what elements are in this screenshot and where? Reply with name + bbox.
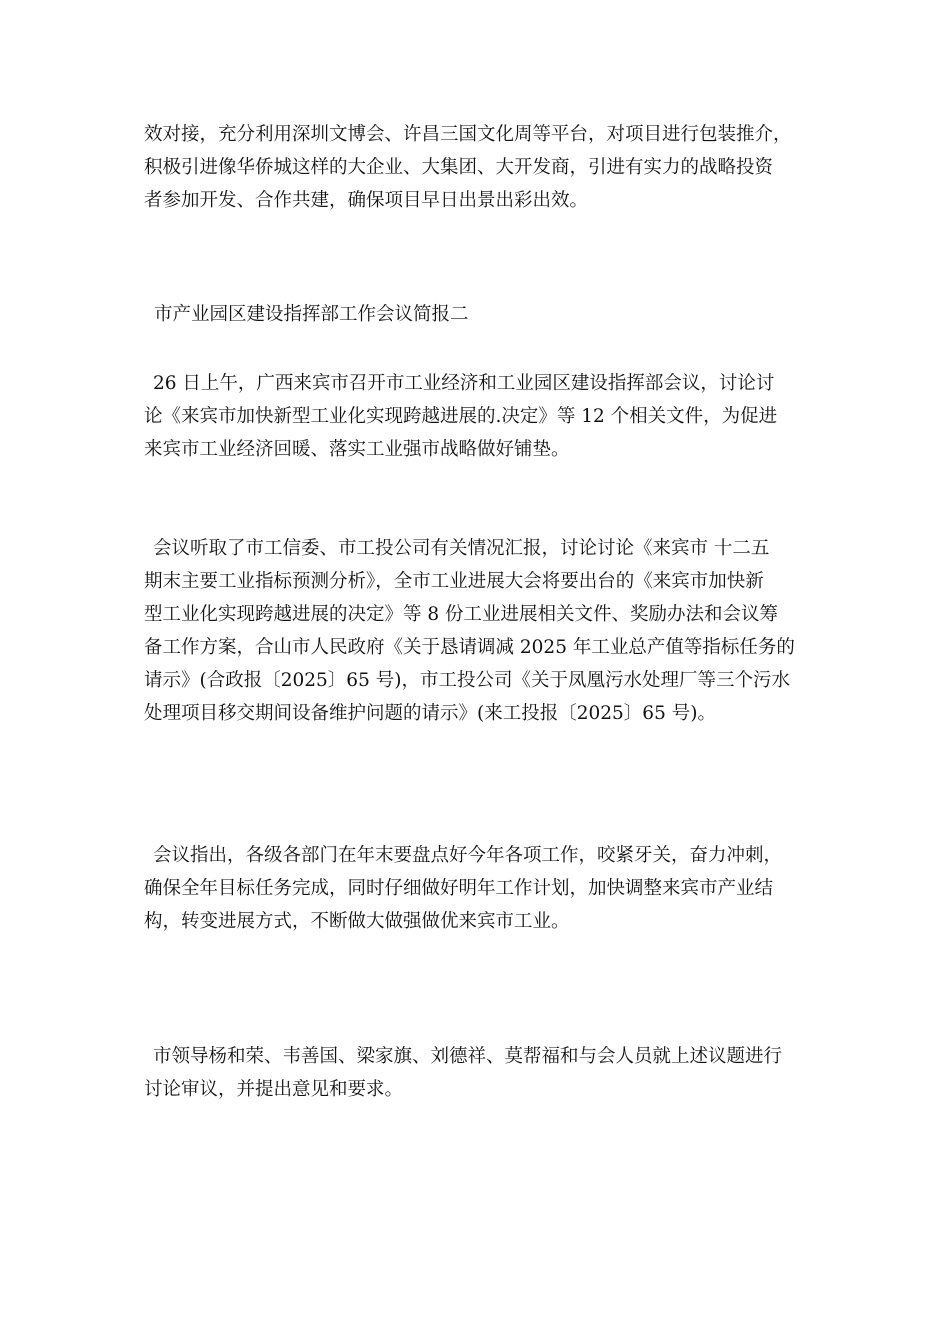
paragraph-line: 26 日上午，广西来宾市召开市工业经济和工业园区建设指挥部会议，讨论讨 <box>153 373 775 394</box>
paragraph-4 <box>144 1040 814 1106</box>
section-title: 市产业园区建设指挥部工作会议简报二 <box>154 304 469 325</box>
paragraph-line: 确保全年目标任务完成，同时仔细做好明年工作计划，加快调整来宾市产业结 <box>144 878 774 899</box>
paragraph-line: 讨论审议，并提出意见和要求。 <box>144 1079 404 1100</box>
paragraph-line: 论《来宾市加快新型工业化实现跨越进展的.决定》等 12 个相关文件，为促进 <box>144 406 778 427</box>
paragraph-3 <box>144 839 814 938</box>
paragraph-line: 会议听取了市工信委、市工投公司有关情况汇报，讨论讨论《来宾市 十二五 <box>153 538 770 559</box>
paragraph-1 <box>144 367 814 466</box>
paragraph-2 <box>144 532 814 730</box>
paragraph-line: 请示》(合政报〔2025〕65 号)，市工投公司《关于凤凰污水处理厂等三个污水 <box>144 670 790 691</box>
paragraph-line: 型工业化实现跨越进展的决定》等 8 份工业进展相关文件、奖励办法和会议筹 <box>144 604 779 625</box>
paragraph-line: 会议指出，各级各部门在年末要盘点好今年各项工作，咬紧牙关，奋力冲刺， <box>153 845 783 866</box>
paragraph-line: 者参加开发、合作共建，确保项目早日出景出彩出效。 <box>144 190 589 211</box>
intro-paragraph <box>144 118 814 217</box>
paragraph-line: 构，转变进展方式，不断做大做强做优来宾市工业。 <box>144 911 570 932</box>
paragraph-line: 期末主要工业指标预测分析》，全市工业进展大会将要出台的《来宾市加快新 <box>144 571 764 592</box>
paragraph-line: 来宾市工业经济回暖、落实工业强市战略做好铺垫。 <box>144 439 570 460</box>
paragraph-line: 积极引进像华侨城这样的大企业、大集团、大开发商，引进有实力的战略投资 <box>144 157 774 178</box>
paragraph-line: 备工作方案，合山市人民政府《关于恳请调减 2025 年工业总产值等指标任务的 <box>144 637 795 658</box>
paragraph-line: 效对接，充分利用深圳文博会、许昌三国文化周等平台，对项目进行包装推介， <box>144 124 792 145</box>
paragraph-line: 市领导杨和荣、韦善国、梁家旗、刘德祥、莫帮福和与会人员就上述议题进行 <box>153 1046 783 1067</box>
paragraph-line: 处理项目移交期间设备维护问题的请示》(来工投报〔2025〕65 号)。 <box>144 703 716 724</box>
